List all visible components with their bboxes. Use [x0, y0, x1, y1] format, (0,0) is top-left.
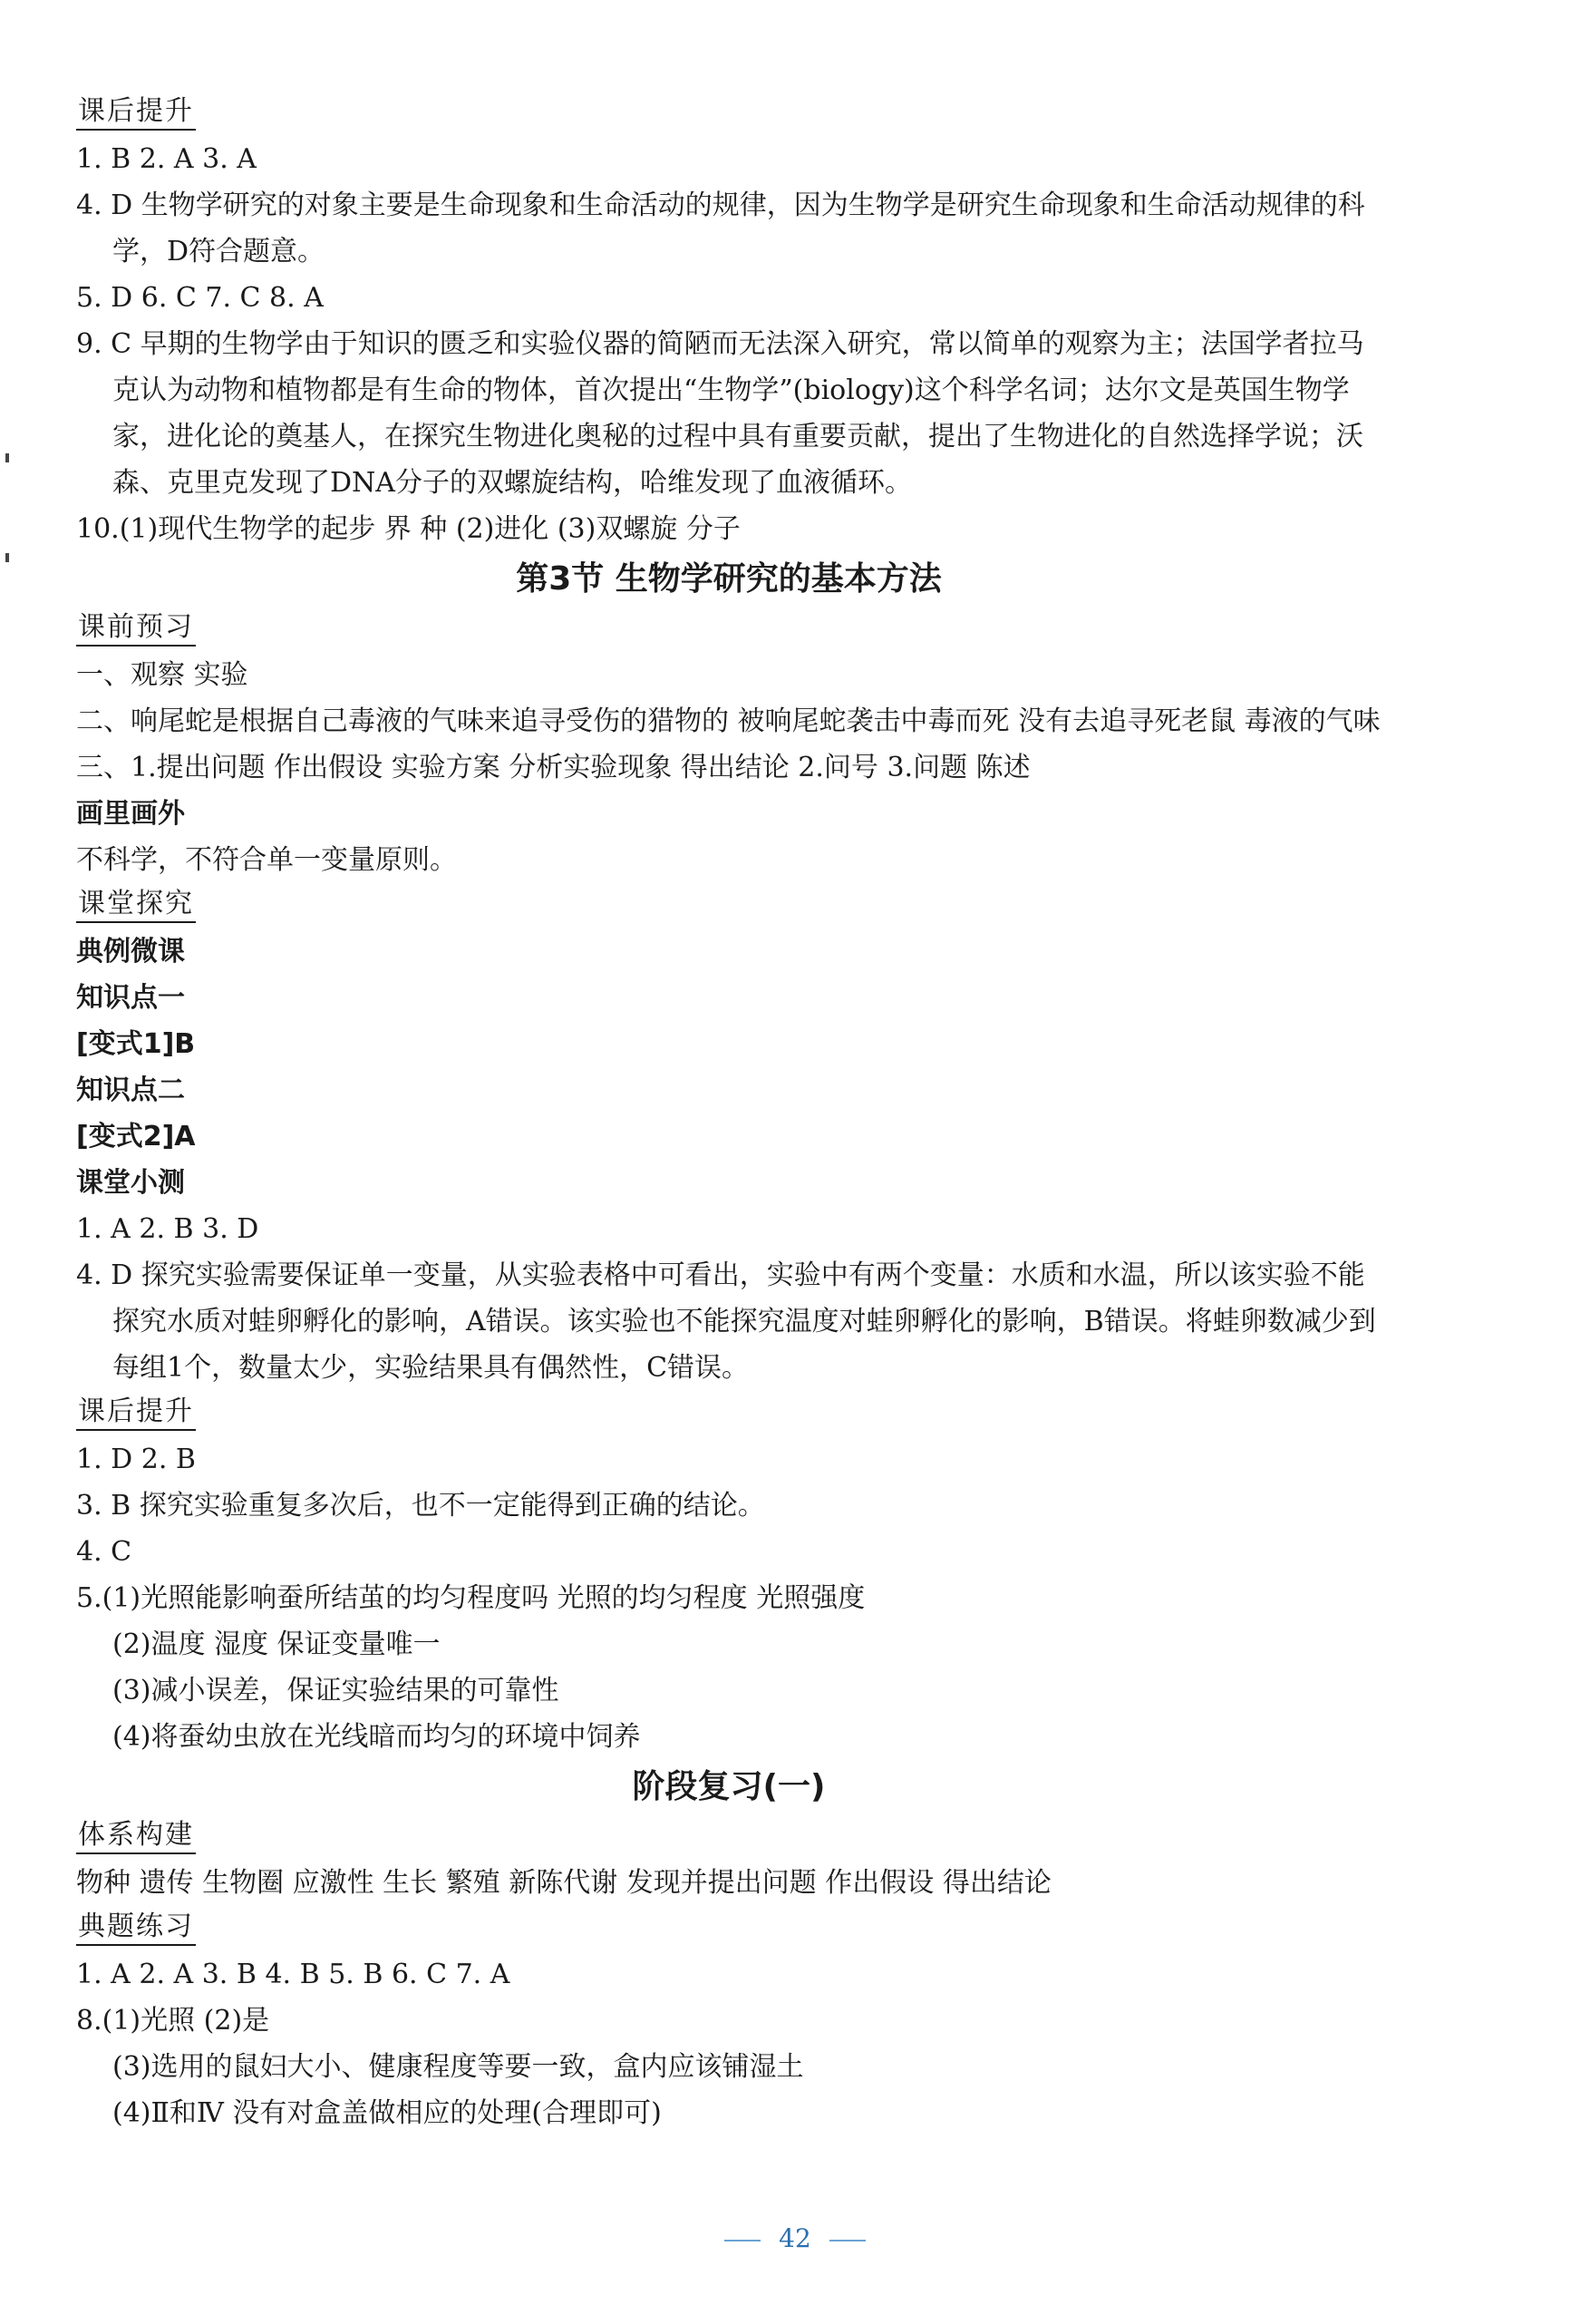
- answer-line: 5.(1)光照能影响蚕所结茧的均匀程度吗 光照的均匀程度 光照强度: [76, 1582, 866, 1614]
- answer-line: 8.(1)光照 (2)是: [76, 2005, 270, 2037]
- margin-mark: [5, 453, 9, 462]
- section-tag: 典题练习: [76, 1906, 1382, 1951]
- subsection-label: 知识点一: [76, 982, 185, 1014]
- margin-mark: [5, 553, 9, 562]
- variant-answer: [变式1]B: [76, 1028, 196, 1060]
- answer-explanation: 4. D 生物学研究的对象主要是生命现象和生命活动的规律，因为生物学是研究生命现象和生命活动规律的科学，D符合题意。: [76, 190, 1365, 267]
- answer-line: 4. C: [76, 1536, 132, 1568]
- section-tag: 课后提升: [76, 91, 1382, 136]
- answer-line: 不科学，不符合单一变量原则。: [76, 844, 457, 876]
- subsection-label: 典例微课: [76, 936, 185, 968]
- answer-line: 一、观察 实验: [76, 659, 248, 691]
- page-number-text: 42: [779, 2223, 811, 2253]
- section-title: 阶段复习(一): [632, 1768, 826, 1805]
- answer-line: 物种 遗传 生物圈 应激性 生长 繁殖 新陈代谢 发现并提出问题 作出假设 得出结论: [76, 1867, 1052, 1899]
- answer-subline: (2)温度 湿度 保证变量唯一: [112, 1629, 441, 1660]
- answer-subline: (3)选用的鼠妇大小、健康程度等要一致，盒内应该铺湿土: [112, 2051, 804, 2083]
- variant-answer: [变式2]A: [76, 1121, 196, 1152]
- page-number-dash-left: [724, 2240, 761, 2241]
- answer-line: 1. D 2. B: [76, 1444, 196, 1475]
- answer-explanation: 9. C 早期的生物学由于知识的匮乏和实验仪器的简陋而无法深入研究，常以简单的观察为主；法国学者拉马克认为动物和植物都是有生命的物体，首次提出“生物学”(biology)这个科学名词；达尔文是英国生物学家，进化论的奠基人，在探究生物进化奥秘的过程中具有重要贡献，提出了生物进化的自然选择学说；沃森、克里克发现了DNA分子的双螺旋结构，哈维发现了血液循环。: [76, 328, 1364, 499]
- answer-line: 1. A 2. B 3. D: [76, 1213, 259, 1245]
- section-tag: 体系构建: [76, 1814, 1382, 1860]
- page-number: [0, 2223, 1590, 2253]
- subsection-label: 画里画外: [76, 798, 185, 830]
- answer-explanation: 二、响尾蛇是根据自己毒液的气味来追寻受伤的猎物的 被响尾蛇袭击中毒而死 没有去追寻死老鼠 毒液的气味: [76, 705, 1381, 737]
- subsection-label: 课堂小测: [76, 1167, 185, 1199]
- section-tag: 课前预习: [76, 607, 1382, 652]
- answer-subline: (4)将蚕幼虫放在光线暗而均匀的环境中饲养: [112, 1721, 641, 1753]
- answer-line: 1. B 2. A 3. A: [76, 143, 257, 175]
- answer-subline: (4)Ⅱ和Ⅳ 没有对盒盖做相应的处理(合理即可): [112, 2097, 662, 2129]
- section-tag: 课后提升: [76, 1391, 1382, 1436]
- subsection-label: 知识点二: [76, 1074, 185, 1106]
- answer-line: 10.(1)现代生物学的起步 界 种 (2)进化 (3)双螺旋 分子: [76, 513, 741, 545]
- page-number-dash-right: [829, 2240, 866, 2241]
- answer-content: [76, 91, 1382, 2136]
- answer-subline: (3)减小误差，保证实验结果的可靠性: [112, 1675, 559, 1707]
- section-tag: 课堂探究: [76, 883, 1382, 929]
- answer-line: 3. B 探究实验重复多次后，也不一定能得到正确的结论。: [76, 1490, 765, 1522]
- answer-line: 1. A 2. A 3. B 4. B 5. B 6. C 7. A: [76, 1959, 510, 1990]
- section-title: 第3节 生物学研究的基本方法: [516, 560, 942, 598]
- answer-line: 三、1.提出问题 作出假设 实验方案 分析实验现象 得出结论 2.问号 3.问题 陈述: [76, 752, 1031, 783]
- answer-line: 5. D 6. C 7. C 8. A: [76, 282, 324, 314]
- answer-explanation: 4. D 探究实验需要保证单一变量，从实验表格中可看出，实验中有两个变量：水质和水温，所以该实验不能探究水质对蛙卵孵化的影响，A错误。该实验也不能探究温度对蛙卵孵化的影响，B错误。将蛙卵数减少到每组1个，数量太少，实验结果具有偶然性，C错误。: [76, 1259, 1376, 1384]
